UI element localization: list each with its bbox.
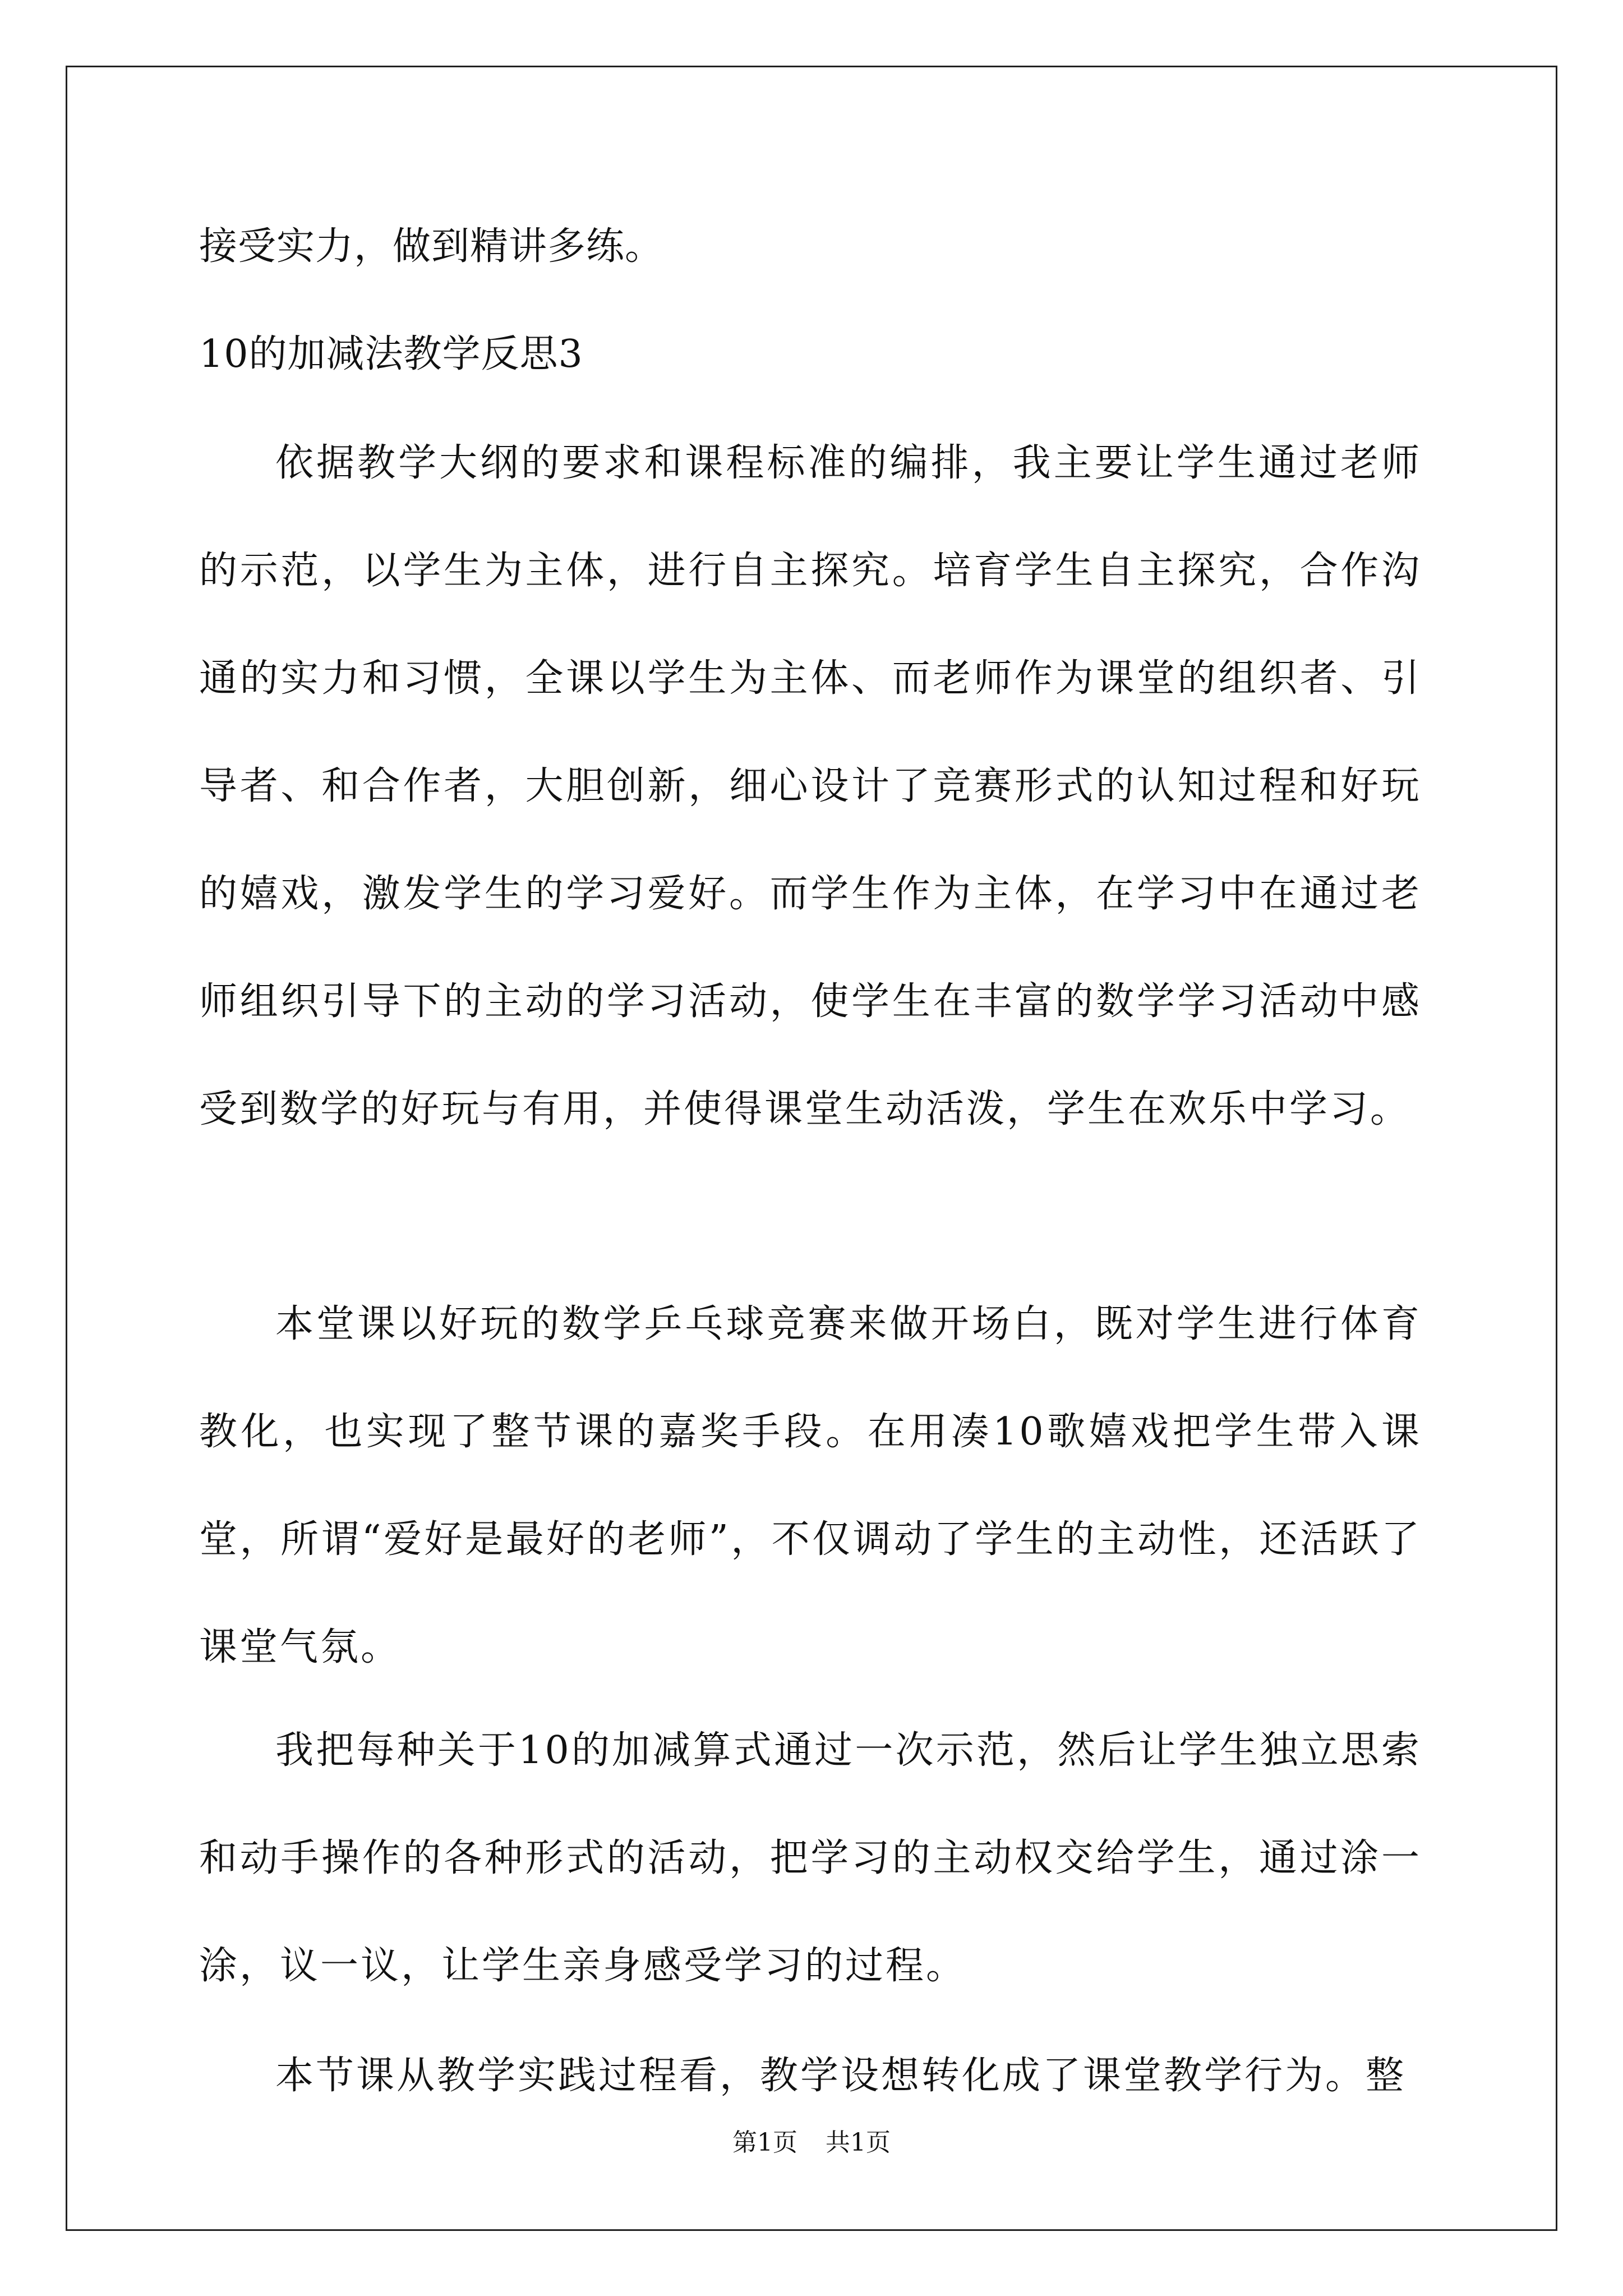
- section-heading: 10的加减法教学反思3: [199, 332, 583, 376]
- paragraph-2: 本堂课以好玩的数学乒乓球竞赛来做开场白，既对学生进行体育教化，也实现了整节课的嘉奖手段。在用凑10歌嬉戏把学生带入课堂，所谓“爱好是最好的老师”，不仅调动了学生的主动性，还活跃了课堂气氛。: [199, 1302, 1422, 1669]
- paragraph-4: 本节课从教学实践过程看，教学设想转化成了课堂教学行为。整: [275, 2054, 1407, 2098]
- paragraph-1: 依据教学大纲的要求和课程标准的编排，我主要让学生通过老师的示范，以学生为主体，进行自主探究。培育学生自主探究，合作沟通的实力和习惯，全课以学生为主体、而老师作为课堂的组织者、引导者、和合作者，大胆创新，细心设计了竞赛形式的认知过程和好玩的嬉戏，激发学生的学习爱好。而学生作为主体，在学习中在通过老师组织引导下的主动的学习活动，使学生在丰富的数学学习活动中感受到数学的好玩与有用，并使得课堂生动活泼，学生在欢乐中学习。: [199, 441, 1422, 1131]
- page-number: 第1页: [732, 2128, 797, 2157]
- text-line-continuation: 接受实力，做到精讲多练。: [199, 224, 664, 269]
- page-footer: [0, 2126, 1623, 2160]
- paragraph-3: 我把每种关于10的加减算式通过一次示范，然后让学生独立思索和动手操作的各种形式的活动，把学习的主动权交给学生，通过涂一涂，议一议，让学生亲身感受学习的过程。: [199, 1728, 1422, 1988]
- page-total: 共1页: [826, 2128, 891, 2157]
